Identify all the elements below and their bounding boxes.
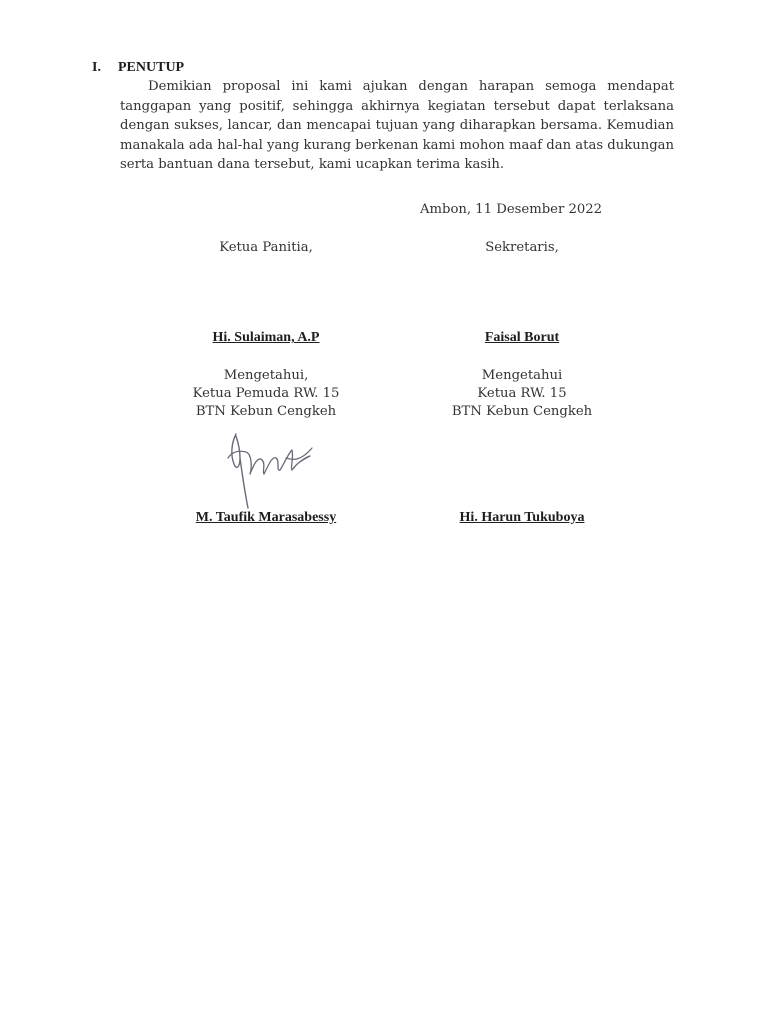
left-ack-line3: BTN Kebun Cengkeh — [195, 404, 337, 419]
right-acknowledgement — [392, 367, 652, 421]
section-number: I. — [92, 60, 101, 75]
left-acknowledgement — [136, 367, 396, 421]
right-ack-line1: Mengetahui — [481, 368, 563, 383]
right-role: Sekretaris, — [485, 240, 559, 255]
left-ack-line1: Mengetahui, — [223, 368, 309, 383]
closing-paragraph: Demikian proposal ini kami ajukan dengan harapan semoga mendapat tanggapan yang positif, sehingga akhirnya kegiatan tersebut dapat terlaksana dengan sukses, lancar, dan mencapai tujuan yang diharapkan bersama. Kemudian manakala ada hal-hal yang kurang berkenan kami mohon maaf dan atas dukungan serta bantuan dana tersebut, kami ucapkan terima kasih. — [120, 79, 674, 172]
right-ack-line2: Ketua RW. 15 — [477, 386, 567, 401]
right-name: Faisal Borut — [484, 330, 560, 345]
left-ack-name: M. Taufik Marasabessy — [195, 510, 337, 525]
left-role: Ketua Panitia, — [219, 240, 313, 255]
place-date: Ambon, 11 Desember 2022 — [420, 202, 603, 217]
left-name: Hi. Sulaiman, A.P — [212, 330, 320, 345]
section-heading — [92, 60, 184, 76]
section-title: PENUTUP — [118, 60, 185, 75]
right-ack-name: Hi. Harun Tukuboya — [459, 510, 585, 525]
right-ack-line3: BTN Kebun Cengkeh — [451, 404, 593, 419]
signature-icon — [222, 428, 318, 512]
left-ack-line2: Ketua Pemuda RW. 15 — [192, 386, 340, 401]
